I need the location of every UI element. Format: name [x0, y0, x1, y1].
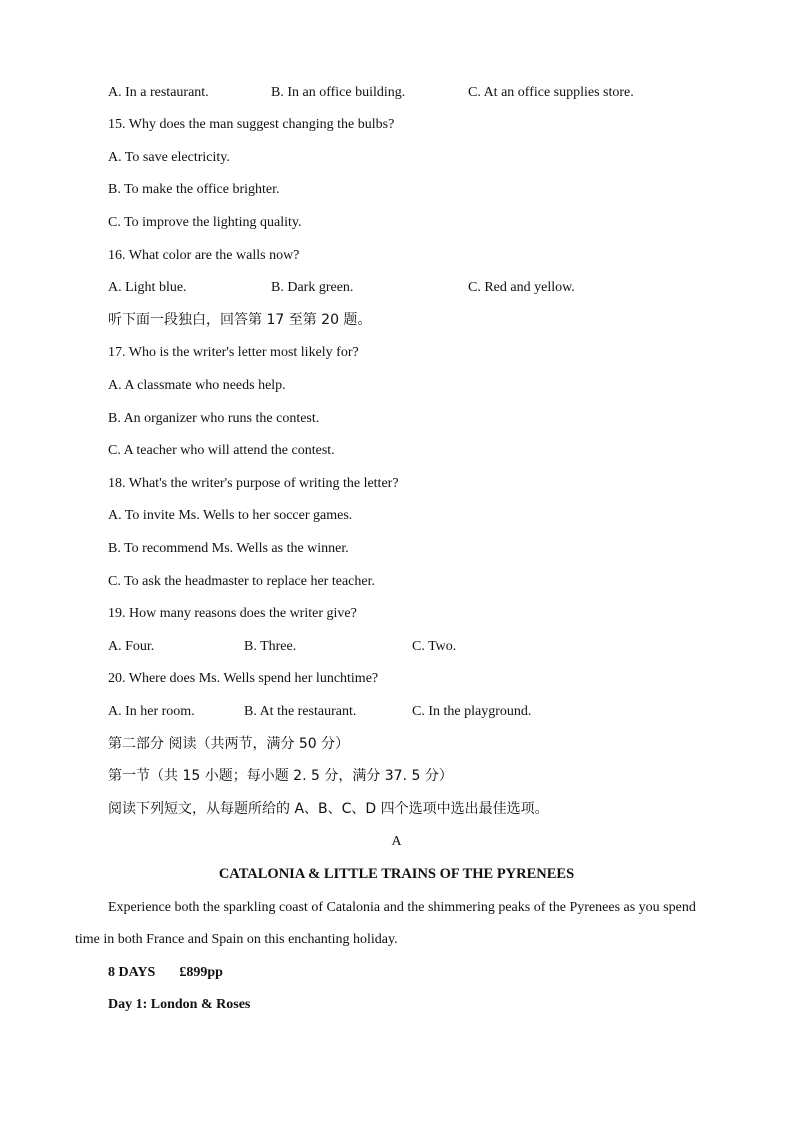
passage-letter: A	[391, 834, 402, 849]
q19-question: 19. How many reasons does the writer give?	[108, 606, 357, 621]
q18-option-b: B. To recommend Ms. Wells as the winner.	[108, 541, 349, 556]
trip-price: £899pp	[179, 965, 223, 980]
q18-question: 18. What's the writer's purpose of writing the letter?	[108, 476, 399, 491]
q17-option-a: A. A classmate who needs help.	[108, 378, 286, 393]
q17-question: 17. Who is the writer's letter most likely for?	[108, 345, 359, 360]
q17-option-b: B. An organizer who runs the contest.	[108, 411, 320, 426]
q15-option-c: C. To improve the lighting quality.	[108, 215, 302, 230]
q14-option-c: C. At an office supplies store.	[468, 85, 634, 100]
q16-option-b: B. Dark green.	[271, 280, 354, 295]
q17-option-c: C. A teacher who will attend the contest.	[108, 443, 335, 458]
monologue-instruction: 听下面一段独白，回答第 17 至第 20 题。	[108, 312, 372, 328]
q16-option-a: A. Light blue.	[108, 280, 187, 295]
trip-days: 8 DAYS	[108, 965, 156, 980]
passage-intro: Experience both the sparkling coast of Catalonia and the shimmering peaks of the Pyrenees as you spend time in both France and Spain on this enchanting holiday.	[75, 900, 696, 947]
reading-instruction: 阅读下列短文，从每题所给的 A、B、C、D 四个选项中选出最佳选项。	[108, 801, 549, 817]
section1-heading: 第一节（共 15 小题；每小题 2. 5 分，满分 37. 5 分）	[108, 768, 453, 784]
q19-option-a: A. Four.	[108, 639, 155, 654]
part2-heading: 第二部分 阅读（共两节，满分 50 分）	[108, 736, 350, 752]
q18-option-c: C. To ask the headmaster to replace her teacher.	[108, 574, 375, 589]
q16-question: 16. What color are the walls now?	[108, 248, 300, 263]
q20-option-b: B. At the restaurant.	[244, 704, 357, 719]
q14-option-b: B. In an office building.	[271, 85, 406, 100]
q19-option-b: B. Three.	[244, 639, 297, 654]
q18-option-a: A. To invite Ms. Wells to her soccer games.	[108, 508, 353, 523]
q20-option-c: C. In the playground.	[412, 704, 532, 719]
q15-option-a: A. To save electricity.	[108, 150, 230, 165]
q19-option-c: C. Two.	[412, 639, 457, 654]
day1-title: Day 1: London & Roses	[108, 997, 251, 1012]
q20-question: 20. Where does Ms. Wells spend her lunchtime?	[108, 671, 379, 686]
q15-option-b: B. To make the office brighter.	[108, 182, 280, 197]
q14-option-a: A. In a restaurant.	[108, 85, 209, 100]
q16-option-c: C. Red and yellow.	[468, 280, 575, 295]
trip-summary	[108, 963, 223, 983]
q20-option-a: A. In her room.	[108, 704, 195, 719]
passage-title: CATALONIA & LITTLE TRAINS OF THE PYRENEES	[218, 866, 575, 882]
q15-question: 15. Why does the man suggest changing the bulbs?	[108, 117, 395, 132]
